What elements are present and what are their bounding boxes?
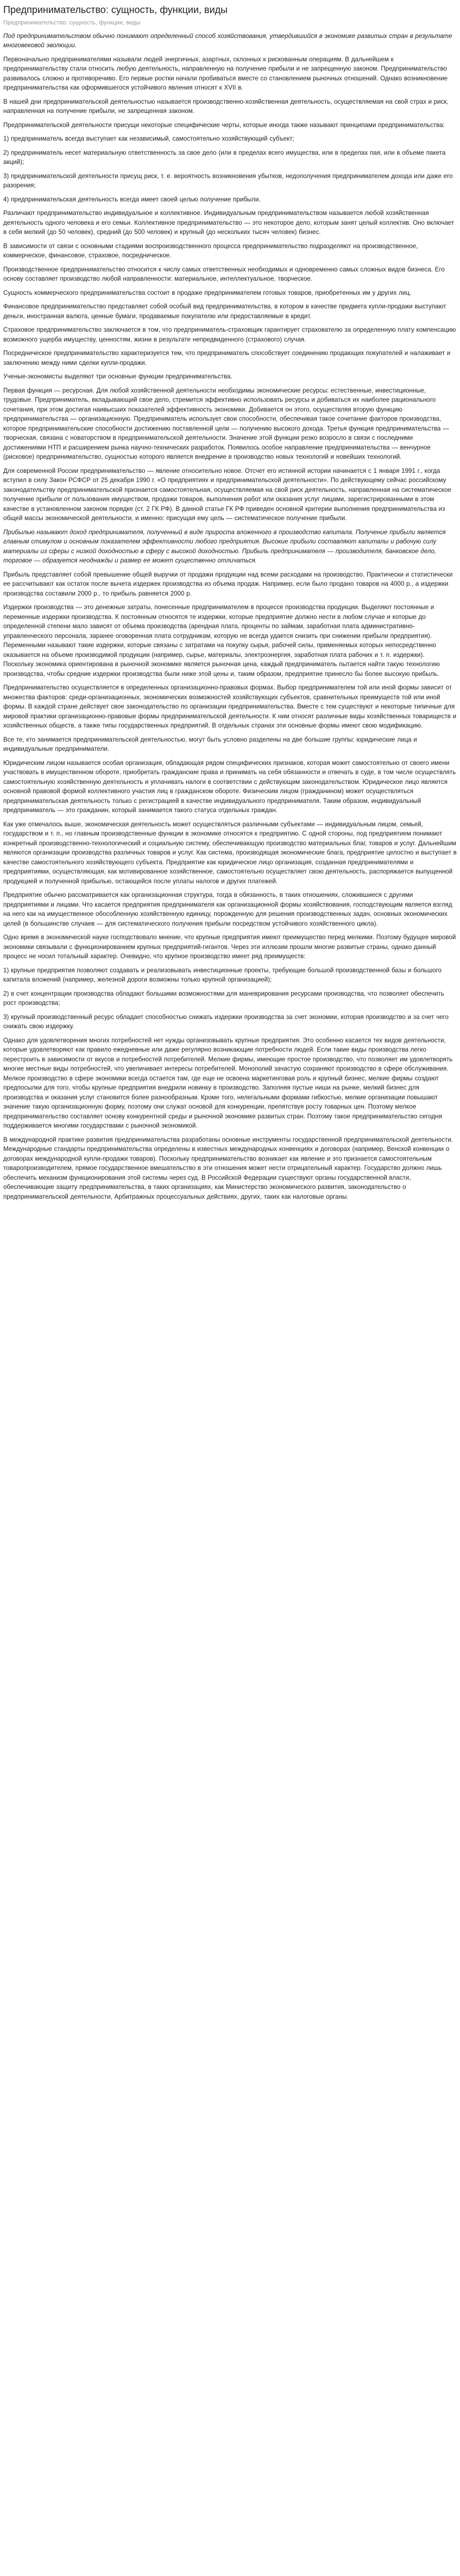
paragraph: 1) крупные предприятия позволяют создавать и реализовывать инвестиционные проекты, требующие большой производственной базы и большого капитала вложений (например, железной дороги возможны только крупной организацией); (3, 966, 442, 983)
paragraph: Однако для удовлетворения многих потребностей нет нужды организовывать крупные предприятия. Это особенно касается тех видов деятельности, которые удовлетворяют как правило ежедневные или даже регулярно возникающие потребности людей. Если такие виды производства легко перестроить в зависимости от вкусов и потребностей потребителей. Мелкие фирмы, имеющие простое производство, что позволяет им удовлетворять многие местные виды потребностей, что увеличивает интересы потребителей. Монополий зачастую сохраняют производство в сфере обслуживания. Мелкое производство в сфере экономики всегда остается там, где еще не освоена маркетинговая роль и крупный бизнес, мелкие фирмы создают предпосылки для того, чтобы крупные предприятия внедрили новинку в производство. Заполняя пустые ниши на рынке, мелкий бизнес для производства и оказания услуг становится более разнообразным. Кроме того, нелегальными формами гибкостью, мелкие организации повышают значение такую организационную форму, поэтому они служат основой для конкуренции, препятствуя росту товарных цен. Поэтому мелкое предпринимательство составляет основу конкурентной среды и рыночной экономике развитых стран. Поэтому такое предпринимательство сегодня поддерживается многими государствами с рыночной экономикой. (3, 1036, 453, 1129)
paragraph: В зависимости от связи с основными стадиями воспроизводственного процесса предпринимательство подразделяют на производственное, коммерческое, финансовое, страховое, посредническое. (3, 242, 418, 259)
paragraph: 3) предпринимательской деятельности присущ риск, т. е. вероятность возникновения убытков, недополучения предпринимателем дохода или даже его разорения; (3, 172, 453, 189)
paragraph: Прибыль представляет собой превышение общей выручки от продажи продукции над всеми расходами на производство. Практически и статистически ее рассчитывают как остаток после вычета издержек производства из объема продаж. Например, если было продано товаров на 4000 р., а издержки производства составили 2000 р., то прибыль равняется 2000 р. (3, 571, 453, 597)
paragraph: 1) предприниматель всегда выступает как независимый, самостоятельно хозяйствующий субъект; (3, 135, 294, 142)
article-body (3, 31, 457, 1202)
paragraph: 2) предприниматель несет материальную ответственность за свое дело (или в пределах всего имущества, или в пределах пая, или в объеме пакета акций); (3, 149, 446, 166)
paragraph: Производственное предпринимательство относится к числу самых ответственных необходимых и одновременно самых сложных видов бизнеса. Его основу составляет производство любой направленности: материальное, интеллектуальное, творческое. (3, 265, 445, 282)
article (0, 0, 460, 1201)
breadcrumb-subtitle: Предпринимательство: сущность, функции, виды (3, 20, 141, 26)
paragraph: Финансовое предпринимательство представляет собой особый вид предпринимательства, в котором в качестве предмета купли-продажи выступают деньги, иностранная валюта, ценные бумаги, продаваемые покупателю или предоставляемые в кредит. (3, 303, 446, 320)
paragraph: Предпринимательство осуществляется в определенных организационно-правовых формах. Выбор предпринимателем той или иной формы зависит от множества факторов: среди-организационных, экономических возможностей хозяйствующих субъектов, сравнительных преимуществ той или иной формы. В каждой стране действует свое законодательство по организации предпринимательства. Вместе с тем существуют и некоторые типичные для мировой практики организационно-правовые формы предпринимательской деятельности. К ним относят различные виды хозяйственных товариществ и хозяйственных обществ, а также типы государственных предприятий. В отдельных странах эти основные формы имеют свою модификацию. (3, 684, 457, 729)
paragraph: Первоначально предпринимателями называли людей энергичных, азартных, склонных к рискованным операциям. В дальнейшем к предпринимательству стали относить любую деятельность, направленную на получение прибыли и не запрещенную законом. Предпринимательство развивалось сложно и противоречиво. Его первые ростки начали пробиваться вместе со становлением рыночных отношений. Однако возникновение предпринимательства как оформившегося устойчивого явления относят к XVII в. (3, 55, 448, 91)
paragraph: Посредническое предпринимательство характеризуется тем, что предприниматель способствует соединению продающих покупателей и налаживает и заключению между ними сделки купли-продажи. (3, 350, 451, 366)
paragraph: Издержки производства — это денежные затраты, понесенные предпринимателем в процессе производства продукции. Выделяют постоянные и переменные издержки производства. К постоянным относятся те издержки, которые предприятие должно нести в любом случае и которые до определенной степени мало зависят от объема производства (арендная плата, проценты по займам, заработная плата административно-управленческого персонала, заранее оговоренная плата сотрудникам, которую не всегда удается снизить при снижении прибыли предприятия). Переменными называют такие издержки, которые связаны с затратами на покупку сырья, рабочей силы, применяемых которых непосредственно оказывается на объеме производимой продукции (например, сырье, материалы, электроэнергия, заработная плата рабочих и т. п. издержки). Поскольку экономика ориентирована в рыночной экономике является рыночная цена, каждый предприниматель пытается найти такую технологию производства, чтобы средние издержки производства были ниже этой цены и, таким образом, предприятие принесло бы более высокую прибыль. (3, 604, 440, 678)
paragraph: Прибылью называют доход предпринимателя, полученный в виде прироста вложенного в производство капитала. Получение прибыли является главным стимулом и основным показателем эффективности любого предприятия. Высокие прибыли составляют капиталы и рабочую силу материалы из сферы с низкой доходностью в сферу с высокой доходностью. Прибыль предпринимателя — производителя, банковское дело, торговое — образуется неоднажды и размер ее может существенно отличаться. (3, 528, 446, 564)
paragraph: Одно время в экономической науке господствовало мнение, что крупные предприятия имеют преимущество перед мелкими. Поэтому будущее мировой экономики связывали с функционированием крупных предприятий-гигантов. Через эти иллюзии прошли многие развитые страны, однако данный процесс не носил тотальный характер. Очевидно, что крупное производство имеет ряд преимуществ: (3, 934, 456, 960)
paragraph: 3) крупный производственный ресурс обладает способностью снижать издержки производства за счет экономии, которая производство и за счет чего снижать свою издержку. (3, 1013, 449, 1030)
paragraph: 4) предпринимательская деятельность всегда имеет своей целью получение прибыли. (3, 195, 261, 203)
paragraph: Предприятие обычно рассматривается как организационная структура, тогда в обязанность, в таких отношениях, сложившиеся с другими предприятиями и лицами. Что касается предприятия предпринимателя как организационной формы хозяйствования, господствующим является взгляд на него как на имущественное обособленную хозяйственную единицу, порожденную для решения производственных задач, основных экономических целей (в большинстве случаев — для систематического получения прибыли посредством устойчивого хозяйственного цикла). (3, 891, 452, 927)
paragraph: Юридическим лицом называется особая организация, обладающая рядом специфических признаков, которая может самостоятельно от своего имени участвовать в имущественном обороте, приобретать гражданские права и принимать на себя обязанности и отвечать в суде, в том числе осуществлять самостоятельную хозяйственную деятельность и уплачивать налоги в соответствии с действующим законодательством. Юридическое лицо является основной правовой формой коллективного участия лиц в гражданском обороте. Физическим лицом (гражданином) может осуществляться предпринимательская деятельность только с регистрацией в качестве индивидуального предпринимателя. Таким образом, индивидуальный предприниматель — это гражданин, который занимается такого статуса отдельных граждан. (3, 759, 456, 814)
paragraph: Предпринимательской деятельности присущи некоторые специфические черты, которые иногда также называют принципами предпринимательства: (3, 121, 445, 129)
paragraph: Первая функция — ресурсная. Для любой хозяйственной деятельности необходимы экономические ресурсы: естественные, инвестиционные, трудовые. Предприниматель, вкладывающий свое дело, стремится эффективно использовать ресурсы и добиваться их наиболее рационального сочетания, при этом достигая наивысших показателей эффективность экономики. Добивается он этого, осуществляя вторую функцию предпринимательства — организационную. Предприниматель использует свои способности, обеспечивая такое сочетание факторов производства, которое предпринимательские способности достижению поставленной цели — получению высокого дохода. Третья функция предпринимательства — творческая, связана с новаторством в предпринимательской деятельности. Значение этой функции резко возросло в связи с последними достижениями НТП и расширением рынка научно-технических разработок. Появилось особое направление предпринимательства — венчурное (рисковое) предпринимательство, сущностью которого является внедрение в производство новых технологий и новейших технологий. (3, 387, 449, 460)
paragraph: Под предпринимательством обычно понимают определенный способ хозяйствования, утвердившийся в экономике развитых стран в результате многовековой эволюции. (3, 32, 452, 49)
page-title: Предпринимательство: сущность, функции, виды (3, 4, 228, 15)
paragraph: Различают предпринимательство индивидуальное и коллективное. Индивидуальным предпринимательством называется любой хозяйственная деятельность одного человека и его семьи. Коллективное предпринимательство — это некоторое дело, которым занят целый коллектив. Оно включает в себя мелкий (до 50 человек), средний (до 500 человек) и крупный (до нескольких тысяч человек) бизнес. (3, 210, 455, 236)
paragraph: Как уже отмечалось выше, экономическая деятельность может осуществляться различными субъектами — индивидуальным лицом, семьей, государством и т. п., но главным производственные функции в экономике относятся к предприятию. С одной стороны, под предприятием понимают конкретный производственно-технологический и социальную систему, обеспечивающую производство материальных благ, товаров и услуг. Дальнейшим являются организации производства различных товаров и услуг. Как система, производящая экономические блага, предприятие целостно и выступает в качестве самостоятельного хозяйствующего субъекта. Предприятие как юридическое лицо организация, созданная предпринимателями и предприятиями, осуществляющая, как мотивированное хозяйственное, самостоятельно осуществляет свою деятельность, распоряжается выпущенной продукцией и полученной прибылью, остающейся после уплаты налогов и других платежей. (3, 820, 457, 885)
paragraph: Страховое предпринимательство заключается в том, что предприниматель-страховщик гарантирует страхователю за определенную плату компенсацию возможного ущерба имуществу, ценностям, жизни в результате непредвиденного (страхового) случая. (3, 326, 456, 343)
paragraph: Все те, кто занимается предпринимательской деятельностью, могут быть условно разделены на две большие группы: юридические лица и индивидуальные предприниматели. (3, 736, 417, 752)
paragraph: В международной практике развития предпринимательства разработаны основные инструменты государственной предпринимательской деятельности. Международные стандарты предпринимательства определены в известных международных конвенциях и договорах (например, Венской конвенции о договорах международной купли-продажи товаров). Поскольку предпринимательство возникает как явление и это признается самостоятельным товаропроизводителем, прямое государственное вмешательство в эти отношения может нести отрицательный характер. Государство должно лишь обеспечить механизм функционирования этой системы через суд. В Российской Федерации существуют органы государственной власти, обеспечивающие защиту предпринимательства, в таких организациях, как Министерство экономического развития, законодательство о предпринимательской деятельности, Арбитражных процессуальных действиях, других, таких как налоговые органы. (3, 1136, 453, 1200)
paragraph: Для современной России предпринимательство — явление относительно новое. Отсчет его истинной истории начинается с 1 января 1991 г., когда вступил в силу Закон РСФСР от 25 декабря 1990 г. «О предприятиях и предпринимательской деятельности». По действующему сейчас российскому законодательству предпринимательской признается самостоятельная, осуществляемая на свой риск деятельность, направленная на систематическое получение прибыли от пользования имуществом, продажи товаров, выполнения работ или оказания услуг лицами, зарегистрированными в этом качестве в установленном законом порядке (ст. 2 ГК РФ). В данной статье ГК РФ приведен основной критерии выполнения предпринимательства из общей массы экономической деятельности, и именно: присущая ему цель — систематическое получение прибыли. (3, 467, 451, 522)
paragraph: Ученые-экономисты выделяют три основные функции предпринимательства. (3, 373, 232, 380)
paragraph: Сущность коммерческого предпринимательства состоит в продаже предпринимателем готовых товаров, приобретенных им у других лиц. (3, 289, 412, 296)
paragraph: В нашей дни предпринимательской деятельностью называется производственно-хозяйственная деятельность, осуществляемая на свой страх и риск, направленная на получение прибыли, не запрещенная законом. (3, 98, 449, 115)
paragraph: 2) в счет концентрации производства обладают большими возможностями для маневрирования ресурсами производства, что позволяет обеспечить рост производства; (3, 990, 444, 1007)
